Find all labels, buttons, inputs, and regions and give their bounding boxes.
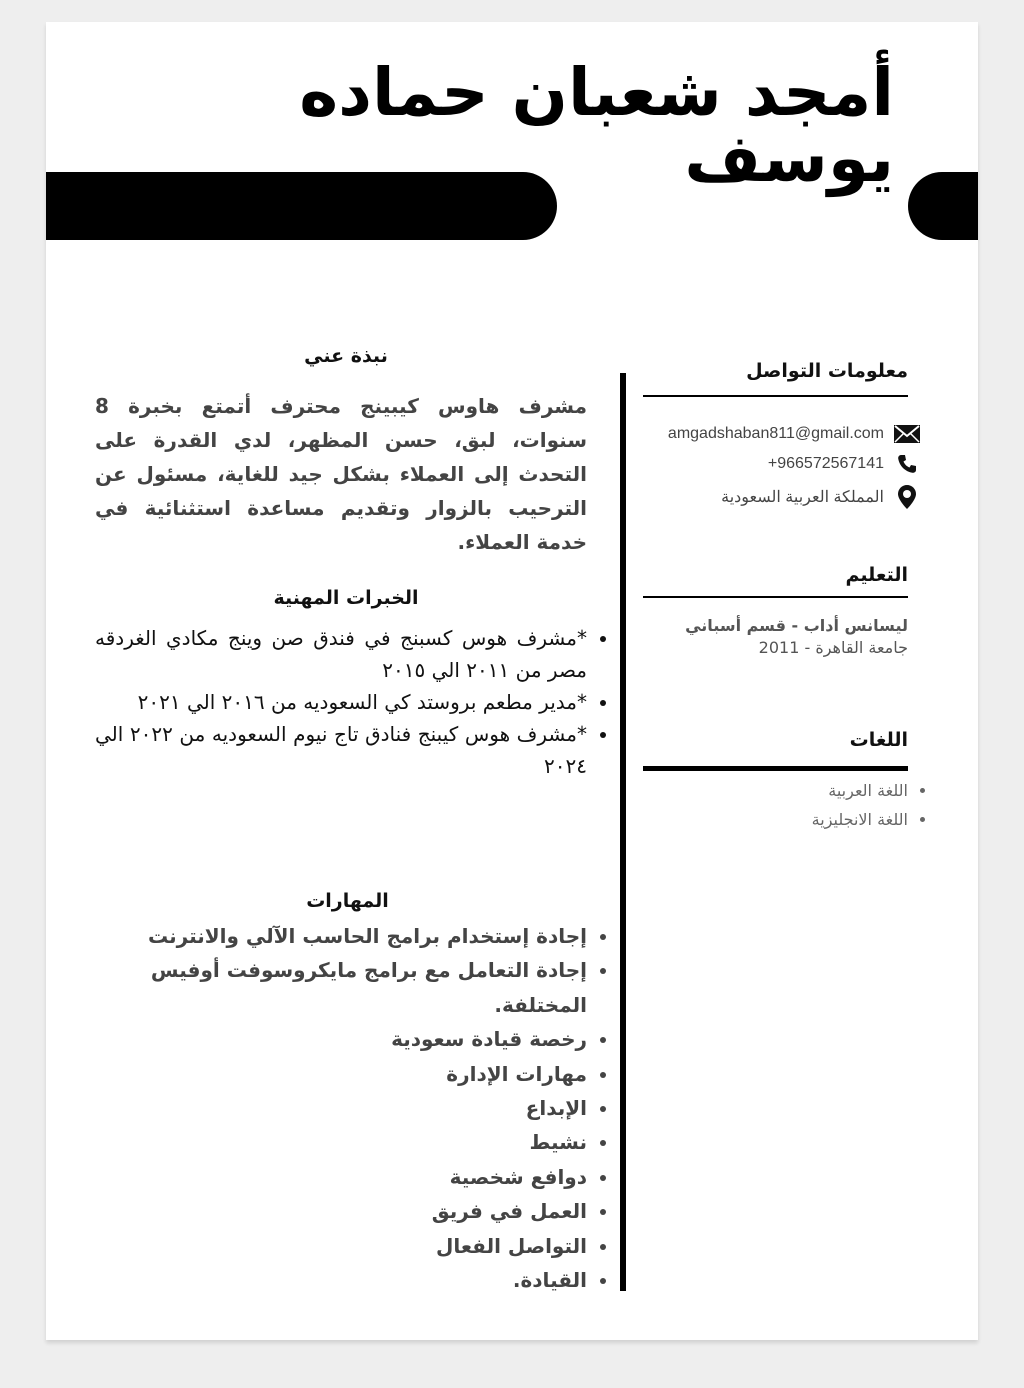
skills-heading: المهارات <box>306 890 389 912</box>
skill-item: • مهارات الإدارة <box>95 1057 587 1091</box>
languages-heading: اللغات <box>849 729 908 751</box>
experience-heading: الخبرات المهنية <box>273 587 419 609</box>
language-item: • اللغة العربية <box>643 776 908 805</box>
languages-rule <box>643 766 908 771</box>
experience-list <box>95 622 627 782</box>
language-item: • اللغة الانجليزية <box>643 805 908 834</box>
skill-item: • الإبداع <box>95 1091 587 1125</box>
location-pin-icon <box>894 484 920 510</box>
phone-icon <box>894 454 920 474</box>
skill-item: • نشيط <box>95 1125 587 1159</box>
languages-list <box>643 776 936 834</box>
contact-rule <box>643 395 908 397</box>
envelope-icon <box>894 425 920 443</box>
skill-item: • رخصة قيادة سعودية <box>95 1022 587 1056</box>
education-degree: ليسانس أداب - قسم أسباني <box>685 616 908 635</box>
skill-item: • إجادة التعامل مع برامج مايكروسوفت أوفيس المختلفة. <box>95 953 587 1022</box>
resume-name: أمجد شعبان حماده يوسف <box>299 54 894 197</box>
contact-location-row <box>600 484 920 510</box>
experience-item: • *مشرف هوس كسبنج في فندق صن وينج مكادي الغردقه مصر من ٢٠١١ الي ٢٠١٥ <box>95 622 587 686</box>
skill-item: • دوافع شخصية <box>95 1160 587 1194</box>
skill-item: • التواصل الفعال <box>95 1229 587 1263</box>
education-heading: التعليم <box>845 564 908 586</box>
contact-email[interactable]: amgadshaban811@gmail.com <box>667 425 884 442</box>
contact-phone-row <box>600 451 920 477</box>
contact-email-row <box>600 421 920 447</box>
skill-item: • العمل في فريق <box>95 1194 587 1228</box>
column-divider <box>620 373 626 1291</box>
skills-list <box>95 919 617 1297</box>
experience-item: • *مشرف هوس كيبنج فنادق تاج نيوم السعوديه من ٢٠٢٢ الي ٢٠٢٤ <box>95 718 587 782</box>
education-rule <box>643 596 908 598</box>
skill-item: • القيادة. <box>95 1263 587 1297</box>
contact-phone[interactable]: +966572567141 <box>767 455 884 472</box>
experience-item: • *مدير مطعم بروستد كي السعوديه من ٢٠١٦ الي ٢٠٢١ <box>95 686 587 718</box>
about-text: مشرف هاوس كيبينج محترف أتمتع بخبرة 8 سنوات، لبق، حسن المظهر، لدي القدرة على التحدث إلى العملاء بشكل جيد للغاية، مسئول عن الترحيب بالزوار وتقديم مساعدة استثنائية في خدمة العملاء. <box>95 394 587 554</box>
skill-item: • إجادة إستخدام برامج الحاسب الآلي والانترنت <box>95 919 587 953</box>
contact-heading: معلومات التواصل <box>746 360 908 382</box>
contact-location: المملكة العربية السعودية <box>721 489 884 506</box>
header-bar-right <box>908 172 978 240</box>
education-entry <box>643 615 908 659</box>
education-school: جامعة القاهرة - 2011 <box>758 638 908 657</box>
about-heading: نبذة عني <box>304 345 388 367</box>
